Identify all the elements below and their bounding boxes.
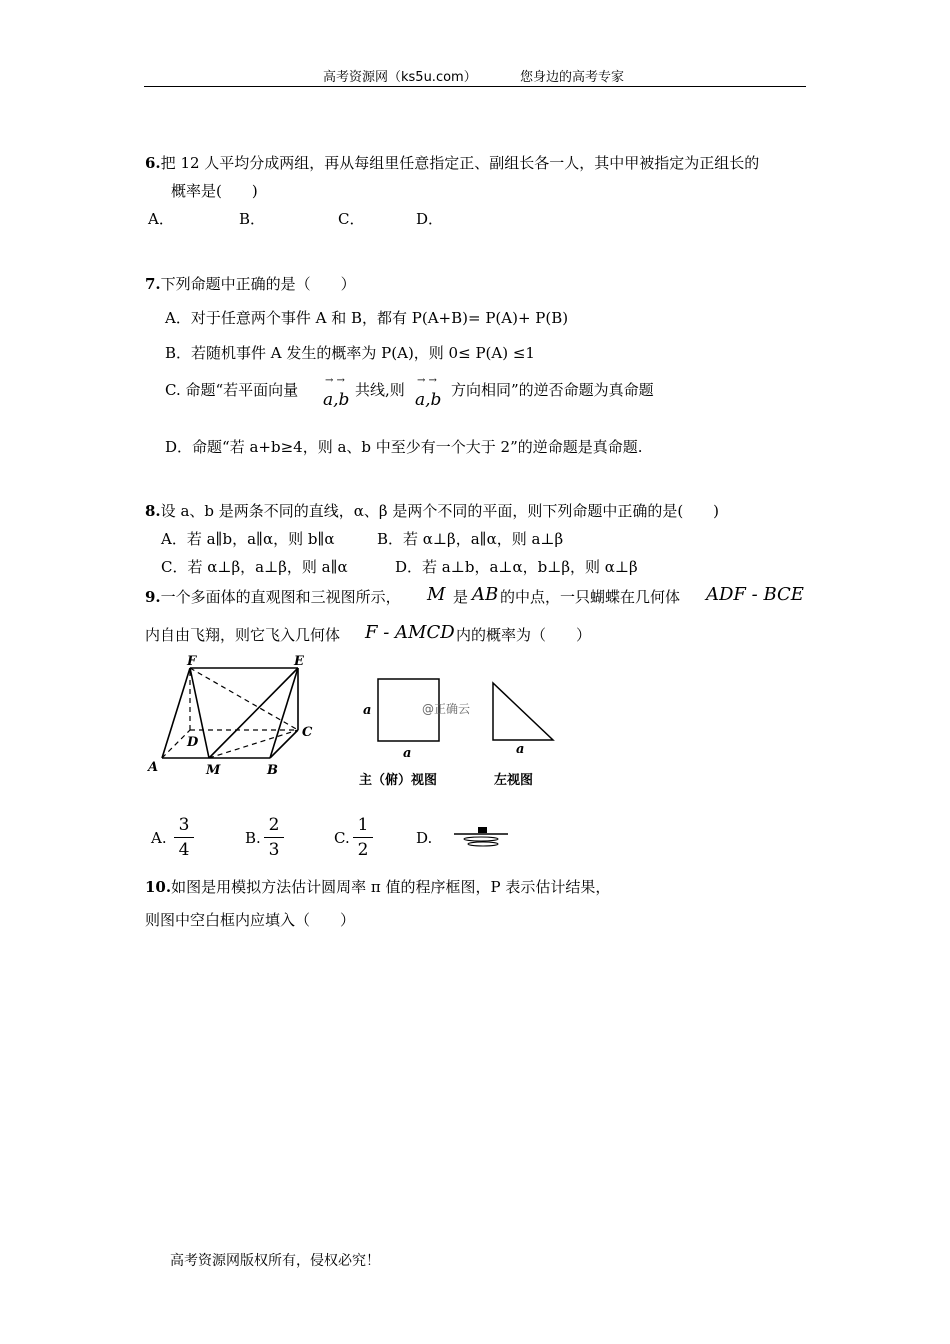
q9-a-numerator: 3 [178, 815, 190, 835]
q6-option-d: D． [416, 210, 444, 228]
q9-is: 是 [453, 588, 469, 606]
label-c: C [302, 725, 313, 740]
q9-option-c-label: C. [334, 829, 350, 847]
side-view-triangle [493, 683, 553, 740]
q9-number: 9. [145, 588, 161, 606]
label-e: E [294, 654, 304, 669]
q7-option-b: B．若随机事件 A 发生的概率为 P(A)，则 0≤ P(A) ≤1 [165, 344, 535, 362]
q9-solid-figure [145, 652, 325, 782]
q9-solid: ADF - BCE [706, 584, 804, 605]
header-rule [144, 86, 806, 87]
q7-option-c-pre: C. 命题“若平面向量 [165, 381, 299, 399]
q8-stem: 设 a、b 是两条不同的直线，α、β 是两个不同的平面，则下列命题中正确的是( ) [160, 502, 720, 520]
label-b: B [267, 763, 278, 778]
label-front-a-left: a [363, 703, 372, 718]
q7-option-c-mid: 共线,则 [355, 381, 405, 399]
label-a: A [148, 760, 159, 775]
footer-copyright: 高考资源网版权所有，侵权必究！ [170, 1253, 380, 1269]
q9-point-m: M [427, 584, 446, 605]
q6-option-a: A． [148, 210, 174, 228]
q9-option-b-label: B. [245, 829, 261, 847]
q9-option-a-label: A. [151, 829, 167, 847]
q8-number: 8. [145, 502, 161, 520]
q7-vector-arrows-1: → → [325, 375, 345, 386]
q9-three-views [355, 672, 565, 767]
q7-number: 7. [145, 275, 161, 293]
q7-stem: 下列命题中正确的是（ ） [160, 275, 356, 293]
q9-sub-solid: F - AMCD [365, 622, 455, 643]
q9-a-denominator: 4 [178, 840, 190, 860]
q8-option-d: D．若 a⊥b，a⊥α，b⊥β，则 α⊥β [395, 558, 638, 576]
q8-option-a: A．若 a∥b，a∥α，则 b∥α [161, 530, 335, 548]
caption-side-view: 左视图 [494, 773, 534, 788]
label-front-a-bottom: a [403, 746, 412, 761]
q9-stem-line2-pre: 内自由飞翔，则它飞入几何体 [145, 626, 341, 644]
q10-line1 [145, 876, 610, 897]
label-side-a-bottom: a [516, 742, 525, 757]
q9-c-numerator: 1 [357, 815, 369, 835]
q9-c-denominator: 2 [357, 840, 369, 860]
q7-option-a: A．对于任意两个事件 A 和 B，都有 P(A+B)= P(A)+ P(B) [165, 309, 569, 327]
header-site: 高考资源网（ks5u.com） [323, 70, 477, 85]
q8-option-c: C．若 α⊥β，a⊥β，则 a∥α [161, 558, 348, 576]
q9-option-b-fraction [264, 815, 284, 860]
q9-option-d-label: D. [416, 829, 433, 847]
q9-option-d-garbled-image [450, 824, 512, 850]
q10-text-line2: 则图中空白框内应填入（ ） [145, 911, 356, 929]
q9-stem-line1: 一个多面体的直观图和三视图所示， [160, 588, 401, 606]
label-m: M [206, 763, 221, 778]
q6-text-line1: 把 12 人平均分成两组，再从每组里任意指定正、副组长各一人，其中甲被指定为正组长的 [160, 154, 760, 172]
q7-vector-arrows-2: → → [417, 375, 437, 386]
q7-vector-ab-2: a,b [415, 390, 442, 410]
q7-option-c-post: 方向相同”的逆否命题为真命题 [451, 381, 654, 399]
q9-option-c-fraction [353, 815, 373, 860]
q8-option-b: B．若 α⊥β，a∥α，则 a⊥β [377, 530, 564, 548]
q8-stem-line [145, 500, 719, 521]
q6-number: 6. [145, 154, 161, 172]
q9-stem-line2-post: 内的概率为（ ） [456, 626, 592, 644]
label-d: D [187, 735, 199, 750]
q7-stem-line [145, 273, 356, 294]
q10-number: 10. [145, 878, 172, 896]
q9-b-denominator: 3 [268, 840, 280, 860]
q7-option-d: D．命题“若 a+b≥4，则 a、b 中至少有一个大于 2”的逆命题是真命题. [165, 438, 643, 456]
q9-segment-ab: AB [472, 584, 499, 605]
q9-b-numerator: 2 [268, 815, 280, 835]
q7-vector-ab-1: a,b [323, 390, 350, 410]
caption-front-view: 主（俯）视图 [359, 773, 438, 788]
q6-option-b: B． [239, 210, 266, 228]
label-f: F [187, 654, 197, 669]
q9-stem-line1-start [145, 586, 401, 607]
q6-option-c: C． [338, 210, 365, 228]
watermark: @正确云 [422, 702, 471, 716]
q9-option-a-fraction [174, 815, 194, 860]
q10-text-line1: 如图是用模拟方法估计圆周率 π 值的程序框图，P 表示估计结果， [171, 878, 611, 896]
q6-text-line2: 概率是( ) [171, 182, 258, 200]
header-slogan: 您身边的高考专家 [520, 70, 625, 85]
q6-line1 [145, 152, 759, 173]
q9-stem-mid: 的中点，一只蝴蝶在几何体 [500, 588, 681, 606]
